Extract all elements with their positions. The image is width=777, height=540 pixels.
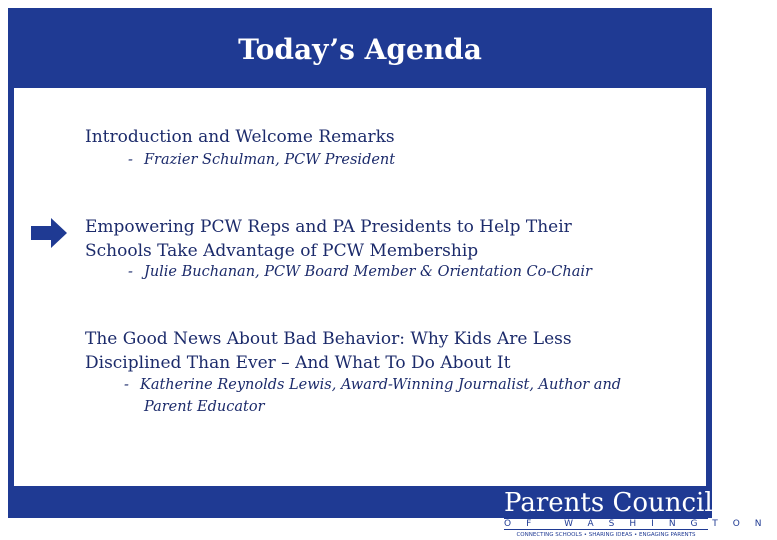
agenda-item-2-speaker: [128, 261, 698, 283]
dash: -: [128, 152, 133, 168]
dash: -: [128, 264, 133, 280]
speaker-text-line-1: Katherine Reynolds Lewis, Award-Winning Journalist, Author and: [140, 377, 622, 393]
dash: -: [124, 377, 129, 393]
title-line-1: Empowering PCW Reps and PA Presidents to Help Their: [85, 217, 572, 237]
agenda-item-1-speaker: [128, 149, 698, 171]
logo-tagline: CONNECTING SCHOOLS • SHARING IDEAS • ENGAGING PARENTS: [516, 532, 696, 538]
title-line-2: Schools Take Advantage of PCW Membership: [85, 241, 479, 261]
agenda-item-3-title: [85, 327, 695, 375]
speaker-text-line-2: Parent Educator: [144, 399, 265, 415]
agenda-item-3-speaker: [124, 374, 694, 418]
title-line-1: The Good News About Bad Behavior: Why Kids Are Less: [85, 329, 572, 349]
logo-name: Parents Council: [504, 488, 713, 518]
agenda-item-1-title: Introduction and Welcome Remarks: [85, 127, 395, 147]
title-line-2: Disciplined Than Ever – And What To Do About It: [85, 353, 511, 373]
slide-title: Today’s Agenda: [238, 33, 482, 66]
logo-subtitle: OF WASHINGTON: [504, 519, 777, 529]
speaker-text: Julie Buchanan, PCW Board Member & Orientation Co-Chair: [144, 264, 592, 280]
speaker-text: Frazier Schulman, PCW President: [144, 152, 396, 168]
agenda-item-2-title: [85, 215, 695, 263]
current-item-arrow-icon: [30, 217, 68, 249]
